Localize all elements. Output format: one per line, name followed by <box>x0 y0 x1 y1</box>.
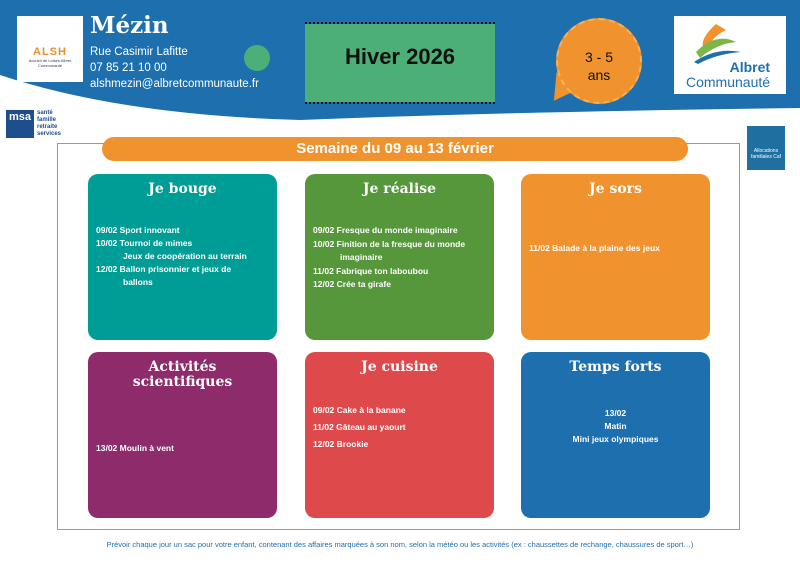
decorative-dot <box>244 45 270 71</box>
albret-flame-icon <box>686 22 746 64</box>
activity-text: 13/02 Moulin à vent <box>96 443 174 453</box>
activity-text: 13/02 <box>604 408 627 418</box>
activity-item <box>313 419 486 436</box>
card-title: Je bouge <box>148 181 217 197</box>
activity-text: 10/02 Finition de la fresque du monde <box>313 238 466 249</box>
activity-text: Matin <box>604 421 627 431</box>
activity-item <box>313 436 486 453</box>
activity-item <box>313 278 486 292</box>
week-banner: Semaine du 09 au 13 février <box>102 137 688 161</box>
card-title: Je sors <box>589 181 642 197</box>
activity-text: Mini jeux olympiques <box>572 434 659 444</box>
msa-line: services <box>37 131 62 137</box>
activity-item <box>313 238 486 265</box>
age-range <box>556 48 642 84</box>
activity-item <box>529 433 702 446</box>
alsh-logo <box>17 16 83 82</box>
footer-note: Prévoir chaque jour un sac pour votre enfant, contenant des affaires marquées à son nom, selon la météo ou les activités (ex : chaussettes de rechange, chaussures de sport…) <box>106 540 694 549</box>
activity-item <box>96 237 269 263</box>
card-title: Activités scientifiques <box>132 359 233 390</box>
activity-card <box>305 174 494 340</box>
activity-continuation: ballons <box>123 277 153 287</box>
activity-text: 11/02 Fabrique ton laboubou <box>313 265 429 276</box>
activity-text: 09/02 Sport innovant <box>96 225 180 235</box>
activity-card <box>521 174 710 340</box>
activity-text: 09/02 Fresque du monde imaginaire <box>313 225 458 235</box>
msa-line: famille <box>37 117 57 123</box>
msa-logo: msa <box>6 110 34 138</box>
activity-item <box>529 420 702 433</box>
activity-continuation: imaginaire <box>340 252 383 262</box>
activity-item <box>313 265 486 279</box>
activity-text: 09/02 Cake à la banane <box>313 405 406 415</box>
card-title: Temps forts <box>569 359 662 375</box>
email[interactable]: alshmezin@albretcommunaute.fr <box>90 78 259 90</box>
card-title: Je réalise <box>362 181 437 197</box>
activity-item <box>96 442 269 455</box>
activity-card <box>88 352 277 518</box>
activity-item <box>529 242 702 255</box>
msa-text <box>37 110 61 138</box>
age-numbers: 3 - 5 <box>584 49 613 65</box>
activity-text: 12/02 Crée ta girafe <box>313 279 391 289</box>
activity-item <box>313 402 486 419</box>
card-title: Je cuisine <box>361 359 438 375</box>
activity-text: 12/02 Brookie <box>313 439 369 449</box>
activity-text: 11/02 Gâteau au yaourt <box>313 422 406 432</box>
msa-line: santé <box>37 110 53 116</box>
albret-line1: Albret <box>729 59 771 75</box>
activity-text: 10/02 Tournoi de mimes <box>96 238 193 248</box>
alsh-letters: ALSH <box>33 46 67 58</box>
msa-line: retraite <box>37 124 58 130</box>
activity-item <box>529 407 702 420</box>
address: Rue Casimir Lafitte <box>90 46 188 58</box>
activity-card <box>305 352 494 518</box>
activity-text: 11/02 Balade à la plaine des jeux <box>529 243 660 253</box>
activity-item <box>96 224 269 237</box>
activity-item <box>313 224 486 238</box>
activity-card <box>521 352 710 518</box>
activity-card <box>88 174 277 340</box>
albret-line2: Communauté <box>686 74 771 90</box>
phone: 07 85 21 10 00 <box>90 62 167 74</box>
albret-logo <box>674 16 786 94</box>
albret-text <box>686 60 770 90</box>
activity-continuation: Jeux de coopération au terrain <box>123 251 247 261</box>
site-title: Mézin <box>90 12 169 39</box>
season-title: Hiver 2026 <box>344 44 456 69</box>
activity-item <box>96 263 269 289</box>
activity-text: 12/02 Ballon prisonnier et jeux de <box>96 264 232 274</box>
age-unit: ans <box>587 67 611 83</box>
alsh-subtitle: Accueil de Loisirs Albret Communauté <box>28 58 72 68</box>
caf-logo: Allocations familiales Caf <box>747 126 785 170</box>
